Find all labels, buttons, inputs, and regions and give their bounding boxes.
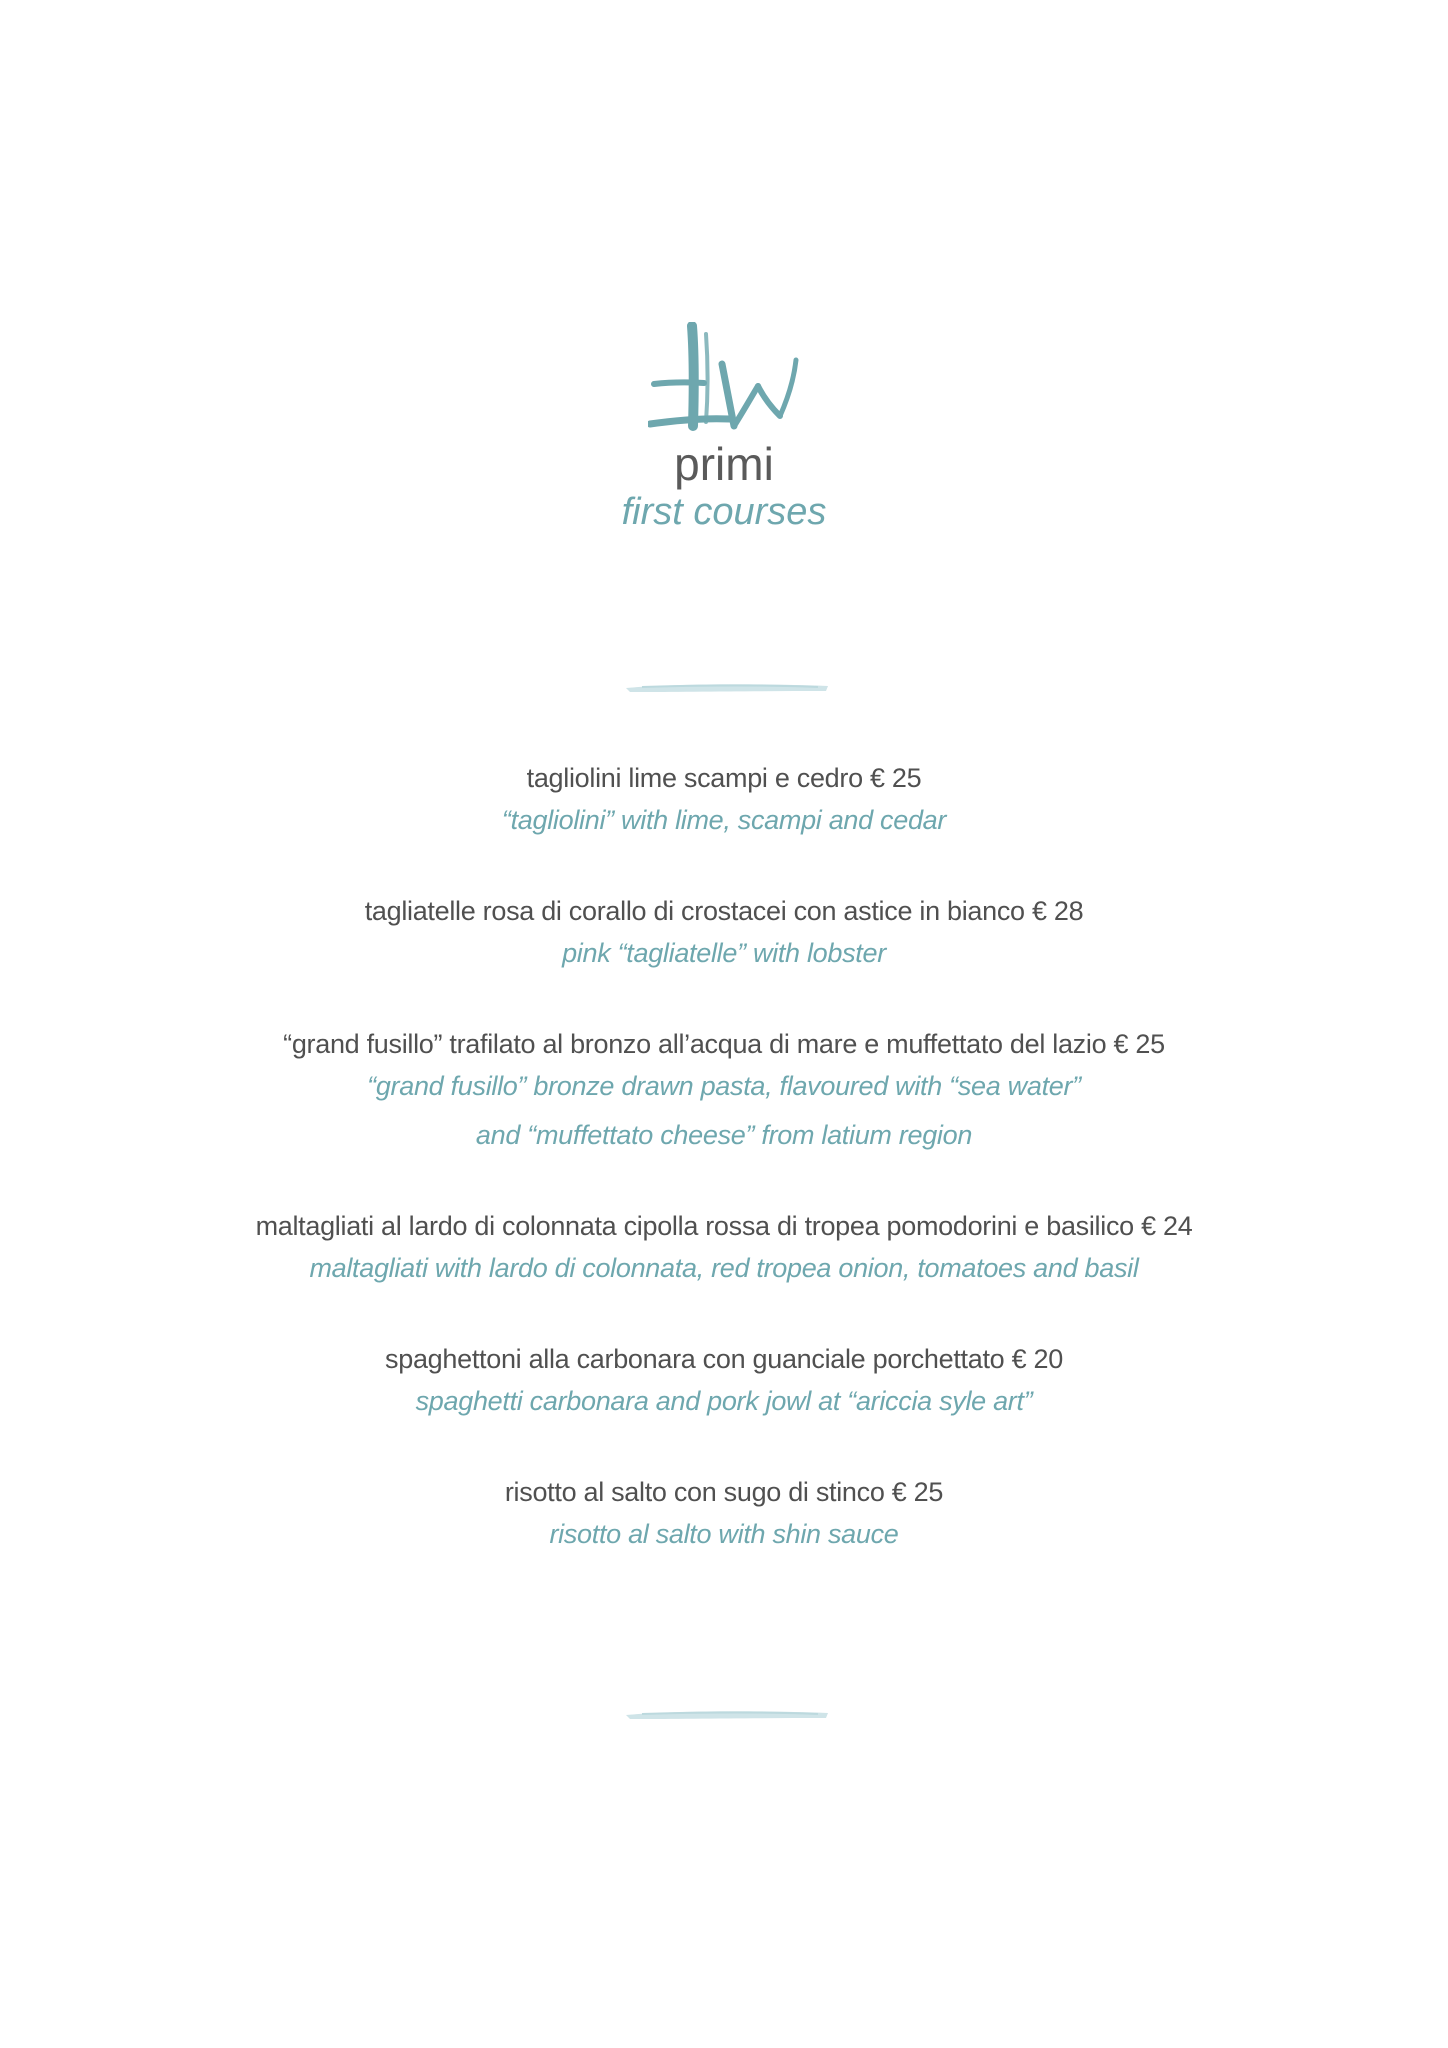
dish-name: risotto al salto con sugo di stinco € 25 bbox=[504, 1477, 944, 1507]
menu-item bbox=[0, 1474, 1448, 1559]
dish-translation: and “muffettato cheese” from latium region bbox=[475, 1120, 973, 1150]
dish-translation: “grand fusillo” bronze drawn pasta, flavoured with “sea water” bbox=[367, 1071, 1081, 1101]
dish-translation: spaghetti carbonara and pork jowl at “ariccia syle art” bbox=[415, 1386, 1033, 1416]
menu-item bbox=[0, 1341, 1448, 1426]
page-subtitle: first courses bbox=[621, 491, 827, 533]
dish-name: maltagliati al lardo di colonnata cipolla rossa di tropea pomodorini e basilico € 24 bbox=[255, 1211, 1193, 1241]
dish-translation: maltagliati with lardo di colonnata, red tropea onion, tomatoes and basil bbox=[309, 1253, 1139, 1283]
dish-name: spaghettoni alla carbonara con guanciale porchettato € 20 bbox=[385, 1344, 1063, 1374]
menu-item bbox=[0, 1026, 1448, 1160]
dish-translation: risotto al salto with shin sauce bbox=[549, 1519, 899, 1549]
menu-item bbox=[0, 760, 1448, 845]
menu-item bbox=[0, 893, 1448, 978]
dish-translation: “tagliolini” with lime, scampi and cedar bbox=[501, 805, 947, 835]
brush-divider-top bbox=[622, 679, 832, 695]
dish-name: tagliatelle rosa di corallo di crostacei con astice in bianco € 28 bbox=[364, 896, 1084, 926]
brush-divider-bottom bbox=[622, 1706, 832, 1722]
brush-monogram-logo-icon bbox=[648, 322, 800, 434]
menu-list bbox=[0, 760, 1448, 1607]
page-title: primi bbox=[674, 438, 774, 490]
dish-name: tagliolini lime scampi e cedro € 25 bbox=[526, 763, 922, 793]
menu-item bbox=[0, 1208, 1448, 1293]
dish-name: “grand fusillo” trafilato al bronzo all’acqua di mare e muffettato del lazio € 25 bbox=[283, 1029, 1165, 1059]
dish-translation: pink “tagliatelle” with lobster bbox=[562, 938, 886, 968]
